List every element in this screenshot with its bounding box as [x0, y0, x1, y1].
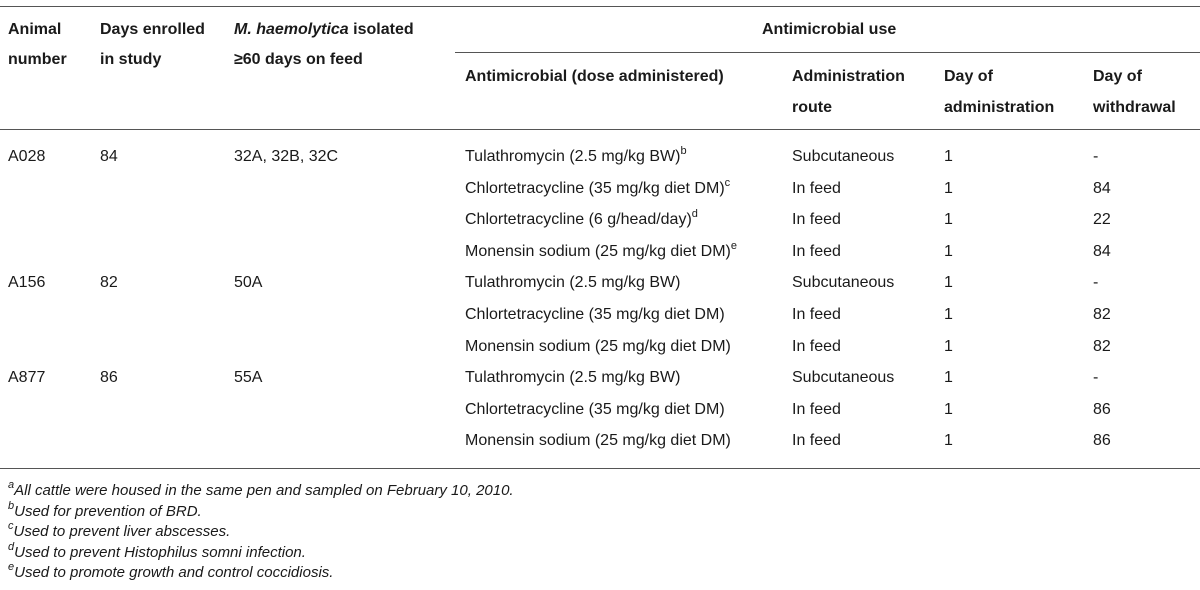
cell-antimicrobial-text: Monensin sodium (25 mg/kg diet DM)	[465, 243, 731, 260]
cell-day-admin	[944, 305, 953, 325]
header-animal-number-line1: Animal	[8, 21, 62, 38]
footnote-mark: a	[8, 479, 15, 491]
cell-antimicrobial-text: Tulathromycin (2.5 mg/kg BW)	[465, 148, 681, 165]
header-days-enrolled-line2: in study	[100, 51, 162, 68]
cell-day-withdrawal-text: -	[1093, 274, 1099, 291]
footnote	[8, 561, 334, 582]
cell-route-text: In feed	[792, 338, 841, 355]
cell-days-enrolled	[100, 368, 118, 388]
cell-day-withdrawal	[1093, 210, 1111, 230]
cell-day-admin	[944, 431, 953, 451]
cell-isolated-text: 50A	[234, 274, 263, 291]
cell-route-text: In feed	[792, 180, 841, 197]
table-bottom-rule	[0, 468, 1200, 469]
cell-day-withdrawal-text: 84	[1093, 243, 1111, 260]
cell-day-admin	[944, 242, 953, 262]
cell-route	[792, 210, 841, 230]
cell-day-withdrawal-text: -	[1093, 148, 1099, 165]
cell-day-admin	[944, 400, 953, 420]
footnote	[8, 479, 514, 500]
cell-isolated	[234, 147, 338, 167]
header-day-withdrawal-line1: Day of	[1093, 68, 1142, 85]
cell-day-admin-text: 1	[944, 148, 953, 165]
cell-route-text: In feed	[792, 401, 841, 418]
cell-antimicrobial	[465, 305, 725, 325]
cell-days-enrolled	[100, 147, 118, 167]
header-animal-number-line2: number	[8, 51, 67, 68]
header-bottom-rule	[0, 129, 1200, 130]
footnote-text: Used to promote growth and control coccidiosis.	[14, 564, 334, 581]
cell-antimicrobial-text: Chlortetracycline (6 g/head/day)	[465, 211, 692, 228]
cell-day-withdrawal	[1093, 368, 1098, 388]
cell-day-withdrawal	[1093, 273, 1098, 293]
cell-antimicrobial	[465, 431, 731, 451]
cell-route-text: In feed	[792, 243, 841, 260]
header-species: M. haemolytica	[234, 21, 349, 38]
cell-route	[792, 337, 841, 357]
cell-day-withdrawal	[1093, 147, 1098, 167]
cell-day-admin-text: 1	[944, 338, 953, 355]
cell-route	[792, 368, 894, 388]
cell-animal-text: A028	[8, 148, 46, 165]
footnote-mark: b	[8, 500, 15, 512]
cell-day-withdrawal-text: 82	[1093, 338, 1111, 355]
cell-day-admin-text: 1	[944, 306, 953, 323]
cell-day-withdrawal	[1093, 242, 1111, 262]
cell-day-withdrawal-text: 22	[1093, 211, 1111, 228]
cell-day-withdrawal	[1093, 400, 1111, 420]
footnote-mark: c	[8, 520, 14, 532]
header-antimicrobial: Antimicrobial (dose administered)	[465, 68, 724, 85]
cell-day-admin	[944, 179, 953, 199]
cell-antimicrobial	[465, 337, 731, 357]
cell-animal	[8, 147, 45, 167]
cell-day-admin-text: 1	[944, 243, 953, 260]
cell-antimicrobial	[465, 207, 698, 230]
cell-day-withdrawal-text: -	[1093, 369, 1099, 386]
cell-day-admin-text: 1	[944, 211, 953, 228]
cell-day-withdrawal-text: 82	[1093, 306, 1111, 323]
footnote	[8, 500, 202, 521]
header-day-admin-line1: Day of	[944, 68, 993, 85]
header-isolated-line1	[234, 20, 414, 40]
cell-antimicrobial	[465, 368, 680, 388]
cell-antimicrobial	[465, 400, 725, 420]
footnote	[8, 520, 231, 541]
cell-route-text: In feed	[792, 211, 841, 228]
footnote-mark: d	[8, 541, 15, 553]
cell-day-admin	[944, 210, 953, 230]
cell-antimicrobial-text: Chlortetracycline (35 mg/kg diet DM)	[465, 401, 725, 418]
footnote-marker: b	[680, 144, 687, 157]
cell-day-withdrawal-text: 84	[1093, 180, 1111, 197]
footnote-marker: c	[724, 176, 731, 189]
cell-antimicrobial	[465, 144, 687, 167]
cell-antimicrobial-text: Monensin sodium (25 mg/kg diet DM)	[465, 338, 731, 355]
cell-route	[792, 400, 841, 420]
cell-route	[792, 242, 841, 262]
header-days-enrolled-line1: Days enrolled	[100, 21, 205, 38]
cell-days-enrolled-text: 84	[100, 148, 118, 165]
footnote-mark: e	[8, 561, 15, 573]
cell-animal-text: A877	[8, 369, 46, 386]
cell-day-admin-text: 1	[944, 401, 953, 418]
cell-route-text: Subcutaneous	[792, 148, 895, 165]
footnote-text: All cattle were housed in the same pen and sampled on February 10, 2010.	[14, 482, 514, 499]
table-top-rule	[0, 6, 1200, 7]
cell-route	[792, 305, 841, 325]
cell-day-withdrawal	[1093, 337, 1111, 357]
footnote-text: Used to prevent liver abscesses.	[13, 523, 231, 540]
footnote-marker: d	[691, 207, 698, 220]
cell-day-admin	[944, 273, 953, 293]
footnote	[8, 541, 306, 562]
antimicrobial-use-rule	[455, 52, 1200, 53]
cell-antimicrobial-text: Tulathromycin (2.5 mg/kg BW)	[465, 369, 681, 386]
header-isolated-line2: ≥60 days on feed	[234, 51, 363, 68]
cell-animal	[8, 368, 45, 388]
cell-day-admin-text: 1	[944, 180, 953, 197]
header-isolated-rest: isolated	[348, 21, 414, 38]
cell-day-withdrawal-text: 86	[1093, 432, 1111, 449]
cell-antimicrobial-text: Monensin sodium (25 mg/kg diet DM)	[465, 432, 731, 449]
cell-day-withdrawal-text: 86	[1093, 401, 1111, 418]
cell-days-enrolled-text: 86	[100, 369, 118, 386]
header-route-line2: route	[792, 99, 832, 116]
cell-antimicrobial	[465, 273, 680, 293]
cell-day-withdrawal	[1093, 179, 1111, 199]
footnote-marker: e	[730, 239, 738, 252]
cell-day-withdrawal	[1093, 305, 1111, 325]
cell-antimicrobial	[465, 239, 738, 262]
cell-day-admin-text: 1	[944, 432, 953, 449]
cell-day-admin	[944, 147, 953, 167]
cell-antimicrobial	[465, 176, 731, 199]
cell-antimicrobial-text: Tulathromycin (2.5 mg/kg BW)	[465, 274, 681, 291]
cell-animal	[8, 273, 45, 293]
cell-days-enrolled	[100, 273, 118, 293]
cell-route-text: In feed	[792, 432, 841, 449]
cell-route-text: Subcutaneous	[792, 369, 895, 386]
header-day-admin-line2: administration	[944, 99, 1055, 116]
cell-isolated	[234, 368, 262, 388]
cell-day-withdrawal	[1093, 431, 1111, 451]
cell-antimicrobial-text: Chlortetracycline (35 mg/kg diet DM)	[465, 306, 725, 323]
cell-days-enrolled-text: 82	[100, 274, 118, 291]
cell-day-admin	[944, 337, 953, 357]
cell-day-admin	[944, 368, 953, 388]
cell-animal-text: A156	[8, 274, 46, 291]
footnote-text: Used to prevent Histophilus somni infection.	[14, 544, 306, 561]
header-route-line1: Administration	[792, 68, 905, 85]
cell-isolated	[234, 273, 262, 293]
cell-route	[792, 431, 841, 451]
cell-isolated-text: 32A, 32B, 32C	[234, 148, 339, 165]
cell-route-text: In feed	[792, 306, 841, 323]
header-day-withdrawal-line2: withdrawal	[1093, 99, 1176, 116]
cell-route	[792, 147, 894, 167]
cell-day-admin-text: 1	[944, 369, 953, 386]
cell-antimicrobial-text: Chlortetracycline (35 mg/kg diet DM)	[465, 180, 725, 197]
cell-route	[792, 273, 894, 293]
header-antimicrobial-use: Antimicrobial use	[762, 21, 897, 38]
cell-isolated-text: 55A	[234, 369, 263, 386]
footnote-text: Used for prevention of BRD.	[14, 503, 202, 520]
cell-route	[792, 179, 841, 199]
cell-day-admin-text: 1	[944, 274, 953, 291]
cell-route-text: Subcutaneous	[792, 274, 895, 291]
